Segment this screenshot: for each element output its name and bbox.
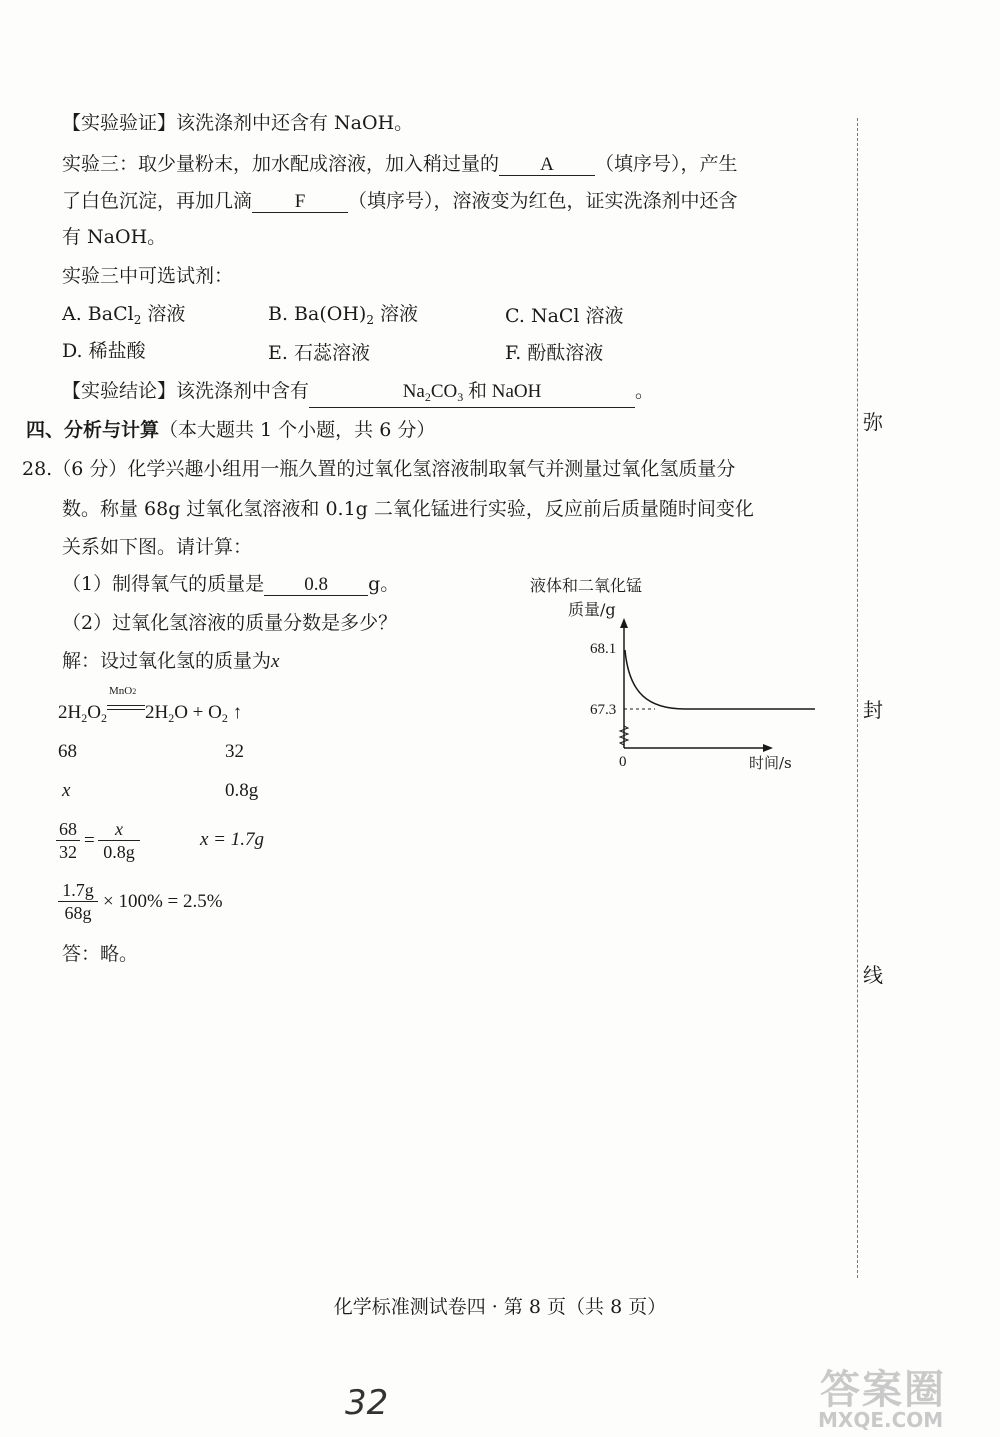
eq-arrow: ↑ — [227, 702, 243, 723]
fraction-x-08 — [98, 818, 140, 863]
eq-lhs2: O — [87, 702, 101, 723]
seal-char-1: 弥 — [863, 410, 883, 434]
ans-co: CO — [430, 381, 458, 402]
exp3-text-1a: 实验三：取少量粉末，加水配成溶液，加入稍过量的 — [62, 153, 500, 175]
answer-blank-1: A — [499, 155, 595, 176]
molar-mass-2: 32 — [225, 741, 244, 762]
chart-tick-68-1: 68.1 — [590, 641, 617, 657]
ans-sub1: 2 — [424, 390, 431, 404]
fraction-68-32 — [56, 818, 80, 863]
handwritten-page-number: 32 — [345, 1383, 389, 1423]
chart-ylabel-2: 质量/g — [568, 600, 616, 619]
q28-line2: 数。称量 68g 过氧化氢溶液和 0.1g 二氧化锰进行实验，反应前后质量随时间变化 — [62, 498, 754, 520]
binding-line — [857, 118, 858, 1278]
page-footer: 化学标准测试卷四 · 第 8 页（共 8 页） — [333, 1296, 667, 1318]
eq-s3: 2 — [168, 711, 175, 725]
seal-char-2: 封 — [863, 698, 883, 722]
option-a-text: A. BaCl — [62, 303, 134, 325]
oxygen-mass: 0.8g — [225, 780, 259, 801]
chemical-equation — [58, 685, 243, 729]
solution-intro — [62, 649, 279, 674]
ans-post: 和 NaOH — [463, 381, 542, 402]
mass-time-chart — [525, 570, 815, 785]
option-a — [62, 302, 185, 332]
unknown-x: x — [62, 780, 71, 801]
chart-x-arrow — [763, 744, 773, 752]
option-a-post: 溶液 — [141, 303, 186, 325]
q28-line1 — [22, 457, 735, 481]
option-a-sub: 2 — [133, 313, 142, 327]
conclusion-text: 该洗涤剂中含有 — [176, 380, 310, 402]
ans-na: Na — [402, 381, 425, 402]
conclusion-answer — [309, 382, 635, 408]
eq-cat-text: MnO — [108, 685, 133, 697]
chart-series-line — [625, 650, 815, 709]
frac3-den: 68g — [58, 901, 98, 924]
section4-heading — [26, 418, 435, 442]
answer-blank-2: F — [252, 192, 348, 213]
exp3-line3: 有 NaOH。 — [62, 226, 167, 248]
option-e: E. 石蕊溶液 — [268, 342, 370, 364]
conclusion-line — [62, 379, 654, 408]
q28-sub2: （2）过氧化氢溶液的质量分数是多少？ — [62, 612, 398, 634]
eq-s1: 2 — [81, 711, 88, 725]
watermark-logo: 答案圈 — [820, 1367, 946, 1413]
frac3-num: 1.7g — [62, 880, 94, 900]
q28-text1: （6 分）化学兴趣小组用一瓶久置的过氧化氢溶液制取氧气并测量过氧化氢质量分 — [52, 458, 736, 480]
solution-var: x — [271, 651, 280, 672]
option-b-post: 溶液 — [373, 303, 418, 325]
ans-sub2: 3 — [457, 390, 464, 404]
eq-s4: 2 — [221, 711, 228, 725]
option-b — [268, 302, 418, 332]
eq-double-line — [107, 685, 145, 716]
option-c: C. NaCl 溶液 — [505, 305, 624, 327]
frac1-num: 68 — [59, 819, 77, 839]
option-f: F. 酚酞溶液 — [505, 342, 604, 364]
conclusion-end: 。 — [635, 380, 655, 402]
exp3-text-2b: （填序号），溶液变为红色，证实洗涤剂中还含 — [348, 190, 738, 212]
verify-line — [62, 111, 413, 135]
reagents-title: 实验三中可选试剂： — [62, 265, 234, 287]
exp3-text-1b: （填序号），产生 — [595, 153, 738, 175]
sub1-answer: 0.8 — [264, 575, 368, 596]
answer-line: 答：略。 — [62, 943, 139, 965]
result-x: x = 1.7g — [200, 829, 265, 850]
seal-char-3: 线 — [863, 963, 883, 987]
q28-number: 28. — [22, 458, 53, 480]
eq-cat-sub: 2 — [132, 687, 137, 696]
chart-y-arrow — [620, 618, 628, 628]
exp3-line1 — [62, 152, 738, 176]
q28-sub1 — [62, 572, 399, 596]
frac2-num: x — [115, 819, 123, 839]
eq-rhs: 2H — [144, 702, 169, 723]
exp3-line2 — [62, 189, 738, 213]
exp3-text-2a: 了白色沉淀，再加几滴 — [62, 190, 253, 212]
molar-mass-1: 68 — [58, 741, 77, 762]
solution-text: 解：设过氧化氢的质量为 — [62, 650, 272, 672]
chart-xlabel: 时间/s — [749, 754, 792, 772]
eq-s2: 2 — [100, 711, 107, 725]
chart-origin: 0 — [619, 754, 627, 770]
section4-title: 四、分析与计算 — [26, 419, 160, 441]
q28-line3: 关系如下图。请计算： — [62, 536, 253, 558]
eq-lhs: 2H — [58, 702, 82, 723]
fraction-percent — [58, 879, 98, 924]
section4-note: （本大题共 1 个小题，共 6 分） — [159, 419, 436, 441]
sub1-text: （1）制得氧气的质量是 — [62, 573, 265, 595]
watermark-site: MXQE.COM — [818, 1408, 944, 1432]
eq-catalyst — [109, 685, 136, 698]
chart-tick-67-3: 67.3 — [590, 702, 617, 718]
verify-text: 该洗涤剂中还含有 NaOH。 — [176, 112, 414, 134]
option-b-sub: 2 — [366, 313, 374, 327]
option-d: D. 稀盐酸 — [62, 340, 146, 362]
verify-prefix: 【实验验证】 — [62, 112, 177, 134]
eq-rhs2: O + O — [174, 702, 222, 723]
conclusion-prefix: 【实验结论】 — [62, 380, 177, 402]
chart-ylabel-1: 液体和二氧化锰 — [530, 576, 643, 595]
sub1-unit: g。 — [368, 573, 400, 595]
option-b-text: B. Ba(OH) — [268, 303, 367, 325]
frac2-den: 0.8g — [98, 840, 140, 863]
equals-sign: = — [84, 830, 95, 851]
frac1-den: 32 — [56, 840, 80, 863]
percent-result: × 100% = 2.5% — [103, 891, 223, 912]
